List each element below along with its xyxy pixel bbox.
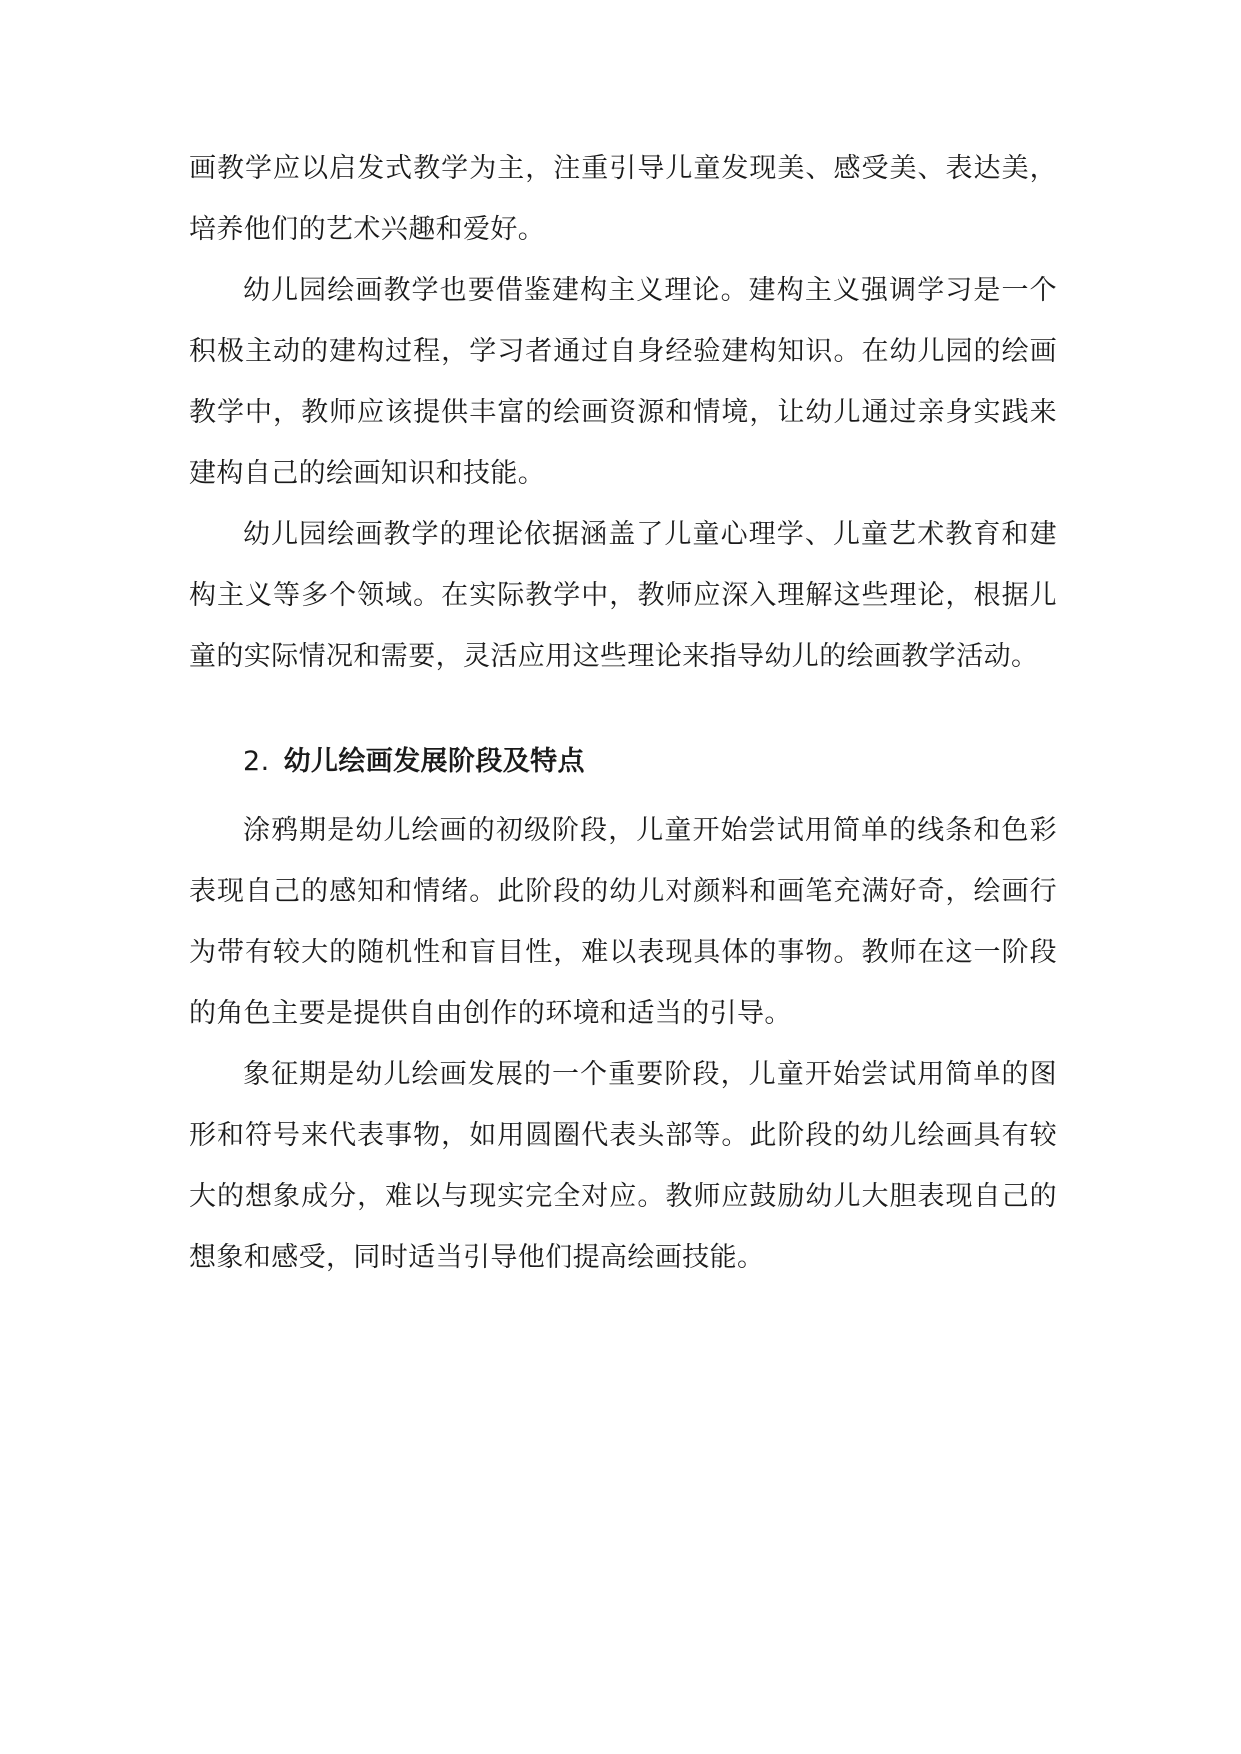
paragraph-scribble-stage: 涂鸦期是幼儿绘画的初级阶段，儿童开始尝试用简单的线条和色彩表现自己的感知和情绪。此阶段的幼儿对颜料和画笔充满好奇，绘画行为带有较大的随机性和盲目性，难以表现具体的事物。教师在这一阶段的角色主要是提供自由创作的环境和适当的引导。 [189,815,1057,1029]
paragraph-continuation: 画教学应以启发式教学为主，注重引导儿童发现美、感受美、表达美，培养他们的艺术兴趣和爱好。 [189,153,1057,245]
paragraph-theory-summary: 幼儿园绘画教学的理论依据涵盖了儿童心理学、儿童艺术教育和建构主义等多个领域。在实际教学中，教师应深入理解这些理论，根据儿童的实际情况和需要，灵活应用这些理论来指导幼儿的绘画教学活动。 [189,519,1057,672]
section-title: 幼儿绘画发展阶段及特点 [283,746,585,777]
section-heading [189,731,1057,792]
paragraph-constructivism: 幼儿园绘画教学也要借鉴建构主义理论。建构主义强调学习是一个积极主动的建构过程，学习者通过自身经验建构知识。在幼儿园的绘画教学中，教师应该提供丰富的绘画资源和情境，让幼儿通过亲身实践来建构自己的绘画知识和技能。 [189,275,1057,489]
paragraph-symbolic-stage: 象征期是幼儿绘画发展的一个重要阶段，儿童开始尝试用简单的图形和符号来代表事物，如用圆圈代表头部等。此阶段的幼儿绘画具有较大的想象成分，难以与现实完全对应。教师应鼓励幼儿大胆表现自己的想象和感受，同时适当引导他们提高绘画技能。 [189,1059,1057,1273]
document-body [189,138,1057,1288]
section-number: 2. [243,746,270,777]
